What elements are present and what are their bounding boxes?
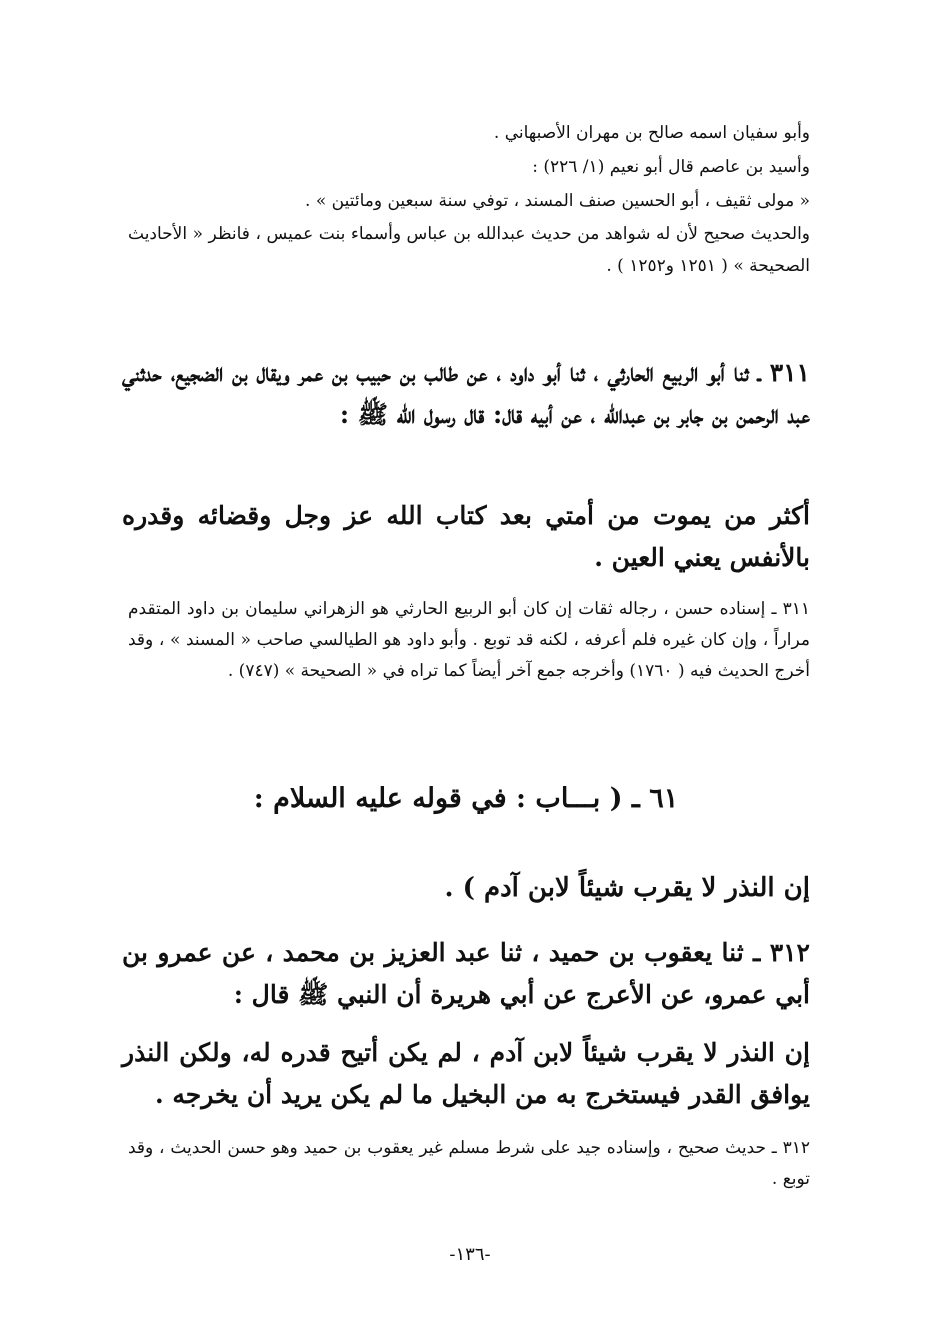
hadith-312-isnad: ٣١٢ ـ ثنا يعقوب بن حميد ، ثنا عبد العزيز بن محمد ، عن عمرو بن أبي عمرو، عن الأعرج عن أبي هريرة أن النبي ﷺ قال :	[122, 938, 810, 1009]
hadith-311-matn: أكثر من يموت من أمتي بعد كتاب الله عز وجل وقضائه وقدره بالأنفس يعني العين .	[122, 501, 810, 572]
note-line: وأسيد بن عاصم قال أبو نعيم (١/ ٢٢٦) :	[532, 157, 810, 177]
chapter-title: إن النذر لا يقرب شيئاً لابن آدم ) .	[444, 873, 810, 903]
note-line: وأبو سفيان اسمه صالح بن مهران الأصبهاني .	[493, 123, 810, 143]
hadith-311-footnote: ٣١١ ـ إسناده حسن ، رجاله ثقات إن كان أبو الربيع الحارثي هو الزهراني سليمان بن داود المتقدم مراراً ، وإن كان غيره فلم أعرفه ، لكنه قد توبع . وأبو داود هو الطيالسي صاحب « المسند » ، وقد أخرج الحديث فيه ( ١٧٦٠) وأخرجه جمع آخر أيضاً كما تراه في « الصحيحة » (٧٤٧) .	[128, 599, 810, 681]
note-line: والحديث صحيح لأن له شواهد من حديث عبدالله بن عباس وأسماء بنت عميس ، فانظر « الأحاديث الصحيحة » ( ١٢٥١ و١٢٥٢ ) .	[128, 224, 810, 276]
chapter-heading: ٦١ ـ ( بـــاب : في قوله عليه السلام :	[253, 783, 679, 814]
page-number: -١٣٦-	[449, 1244, 491, 1265]
hadith-312-matn: إن النذر لا يقرب شيئاً لابن آدم ، لم يكن أتيح قدره له، ولكن النذر يوافق القدر فيستخرج به من البخيل ما لم يكن يريد أن يخرجه .	[122, 1038, 810, 1109]
hadith-311-isnad: ٣١١ ـ ثنا أبو الربيع الحارثي ، ثنا أبو داود ، عن طالب بن حبيب بن عمر ويقال بن الضجيع، حدثني عبد الرحمن بن جابر بن عبدالله ، عن أبيه قال: قال رسول الله ﷺ :	[122, 358, 810, 429]
note-line: « مولى ثقيف ، أبو الحسين صنف المسند ، توفي سنة سبعين ومائتين » .	[305, 191, 810, 211]
hadith-312-footnote: ٣١٢ ـ حديث صحيح ، وإسناده جيد على شرط مسلم غير يعقوب بن حميد وهو حسن الحديث ، وقد توبع .	[128, 1138, 810, 1189]
intro-notes	[128, 116, 810, 282]
